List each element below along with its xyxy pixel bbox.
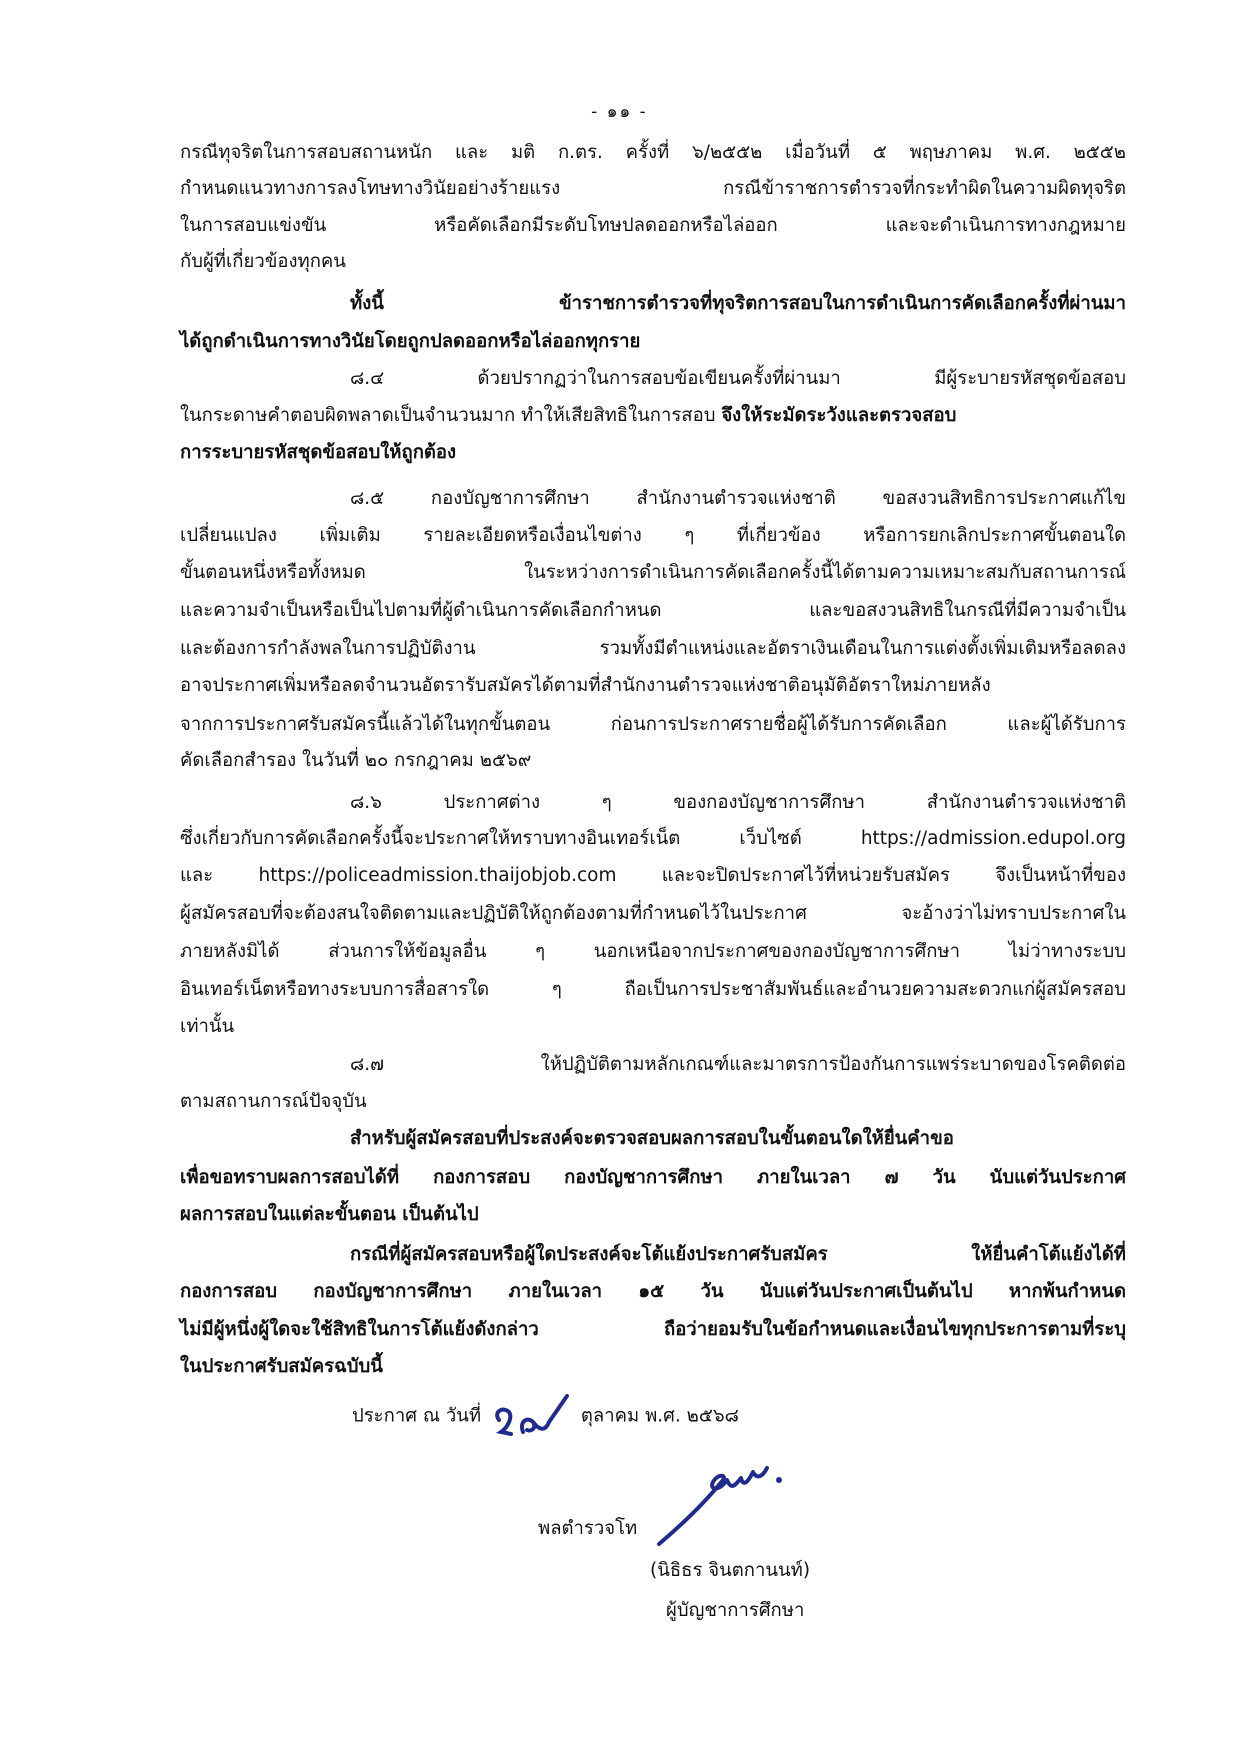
section-8-5-line: และความจำเป็นหรือเป็นไปตามที่ผู้ดำเนินการคัดเลือกกำหนด และขอสงวนสิทธิในกรณีที่มีความจำเป็น [180,600,1126,621]
section-8-5-line: ขั้นตอนหนึ่งหรือทั้งหมด ในระหว่างการดำเนินการคัดเลือกครั้งนี้ได้ตามความเหมาะสมกับสถานการณ์ [180,562,1126,583]
paragraph-line: กับผู้ที่เกี่ยวข้องทุกคน [180,251,346,272]
bold-paragraph-line: ทั้งนี้ ข้าราชการตำรวจที่ทุจริตการสอบในการดำเนินการคัดเลือกครั้งที่ผ่านมา [350,293,1126,314]
section-8-7-line: ตามสถานการณ์ปัจจุบัน [180,1091,367,1112]
result-check-line: ผลการสอบในแต่ละขั้นตอน เป็นต้นไป [180,1204,479,1225]
bold-paragraph-line: ได้ถูกดำเนินการทางวินัยโดยถูกปลดออกหรือไล่ออกทุกราย [180,331,641,352]
section-8-4-text: ในกระดาษคำตอบผิดพลาดเป็นจำนวนมาก ทำให้เสียสิทธิในการสอบ [180,405,722,426]
signer-position: ผู้บัญชาการศึกษา [666,1600,805,1621]
result-check-line: เพื่อขอทราบผลการสอบได้ที่ กองการสอบ กองบัญชาการศึกษา ภายในเวลา ๗ วัน นับแต่วันประกาศ [180,1167,1126,1188]
section-8-5-line: ๘.๕ กองบัญชาการศึกษา สำนักงานตำรวจแห่งชาติ ขอสงวนสิทธิการประกาศแก้ไข [350,488,1126,509]
section-8-5-line: จากการประกาศรับสมัครนี้แล้วได้ในทุกขั้นตอน ก่อนการประกาศรายชื่อผู้ได้รับการคัดเลือก และผู้ได้รับการ [180,714,1126,735]
section-8-5-line: เปลี่ยนแปลง เพิ่มเติม รายละเอียดหรือเงื่อนไขต่าง ๆ ที่เกี่ยวข้อง หรือการยกเลิกประกาศขั้นตอนใด [180,525,1126,546]
section-8-6-line: ซึ่งเกี่ยวกับการคัดเลือกครั้งนี้จะประกาศให้ทราบทางอินเทอร์เน็ต เว็บไซต์ https://admission.edupol.org [180,828,1126,849]
announcement-date [352,1392,739,1440]
section-8-4-line: ๘.๔ ด้วยปรากฏว่าในการสอบข้อเขียนครั้งที่ผ่านมา มีผู้ระบายรหัสชุดข้อสอบ [350,368,1126,389]
handwritten-day [487,1392,575,1440]
paragraph-line: กรณีทุจริตในการสอบสถานหนัก และ มติ ก.ตร. ครั้งที่ ๖/๒๕๕๒ เมื่อวันที่ ๕ พฤษภาคม พ.ศ. ๒๕๕๒ [180,142,1126,163]
handwritten-signature [655,1440,795,1550]
signer-rank: พลตำรวจโท [538,1518,638,1539]
section-8-4-emphasis: จึงให้ระมัดระวังและตรวจสอบ [721,405,957,426]
signer-name: (นิธิธร จินตกานนท์) [650,1560,811,1581]
date-prefix: ประกาศ ณ วันที่ [352,1405,482,1427]
section-8-6-line: ๘.๖ ประกาศต่าง ๆ ของกองบัญชาการศึกษา สำนักงานตำรวจแห่งชาติ [350,792,1126,813]
objection-line: ไม่มีผู้หนึ่งผู้ใดจะใช้สิทธิในการโต้แย้งดังกล่าว ถือว่ายอมรับในข้อกำหนดและเงื่อนไขทุกประการตามที่ระบุ [180,1319,1126,1340]
section-8-6-line: ผู้สมัครสอบที่จะต้องสนใจติดตามและปฏิบัติให้ถูกต้องตามที่กำหนดไว้ในประกาศ จะอ้างว่าไม่ทราบประกาศใน [180,903,1126,924]
date-suffix: ตุลาคม พ.ศ. ๒๕๖๘ [580,1405,739,1427]
page-number: - ๑๑ - [591,102,648,122]
objection-line: กรณีที่ผู้สมัครสอบหรือผู้ใดประสงค์จะโต้แย้งประกาศรับสมัคร ให้ยื่นคำโต้แย้งได้ที่ [350,1244,1126,1265]
paragraph-line: ในการสอบแข่งขัน หรือคัดเลือกมีระดับโทษปลดออกหรือไล่ออก และจะดำเนินการทางกฎหมาย [180,215,1126,236]
result-check-line: สำหรับผู้สมัครสอบที่ประสงค์จะตรวจสอบผลการสอบในขั้นตอนใดให้ยื่นคำขอ [350,1128,954,1149]
section-8-6-line: เท่านั้น [180,1016,235,1037]
section-8-7-line: ๘.๗ ให้ปฏิบัติตามหลักเกณฑ์และมาตรการป้องกันการแพร่ระบาดของโรคติดต่อ [350,1054,1126,1075]
paragraph-line: กำหนดแนวทางการลงโทษทางวินัยอย่างร้ายแรง กรณีข้าราชการตำรวจที่กระทำผิดในความผิดทุจริต [180,178,1126,199]
section-8-4-emphasis-line: การระบายรหัสชุดข้อสอบให้ถูกต้อง [180,442,457,463]
section-8-6-line: และ https://policeadmission.thaijobjob.com และจะปิดประกาศไว้ที่หน่วยรับสมัคร จึงเป็นหน้าที่ของ [180,865,1126,886]
section-8-6-line: ภายหลังมิได้ ส่วนการให้ข้อมูลอื่น ๆ นอกเหนือจากประกาศของกองบัญชาการศึกษา ไม่ว่าทางระบบ [180,941,1126,962]
section-8-5-line: อาจประกาศเพิ่มหรือลดจำนวนอัตรารับสมัครได้ตามที่สำนักงานตำรวจแห่งชาติอนุมัติอัตราใหม่ภายหลัง [180,675,991,696]
section-8-5-line: คัดเลือกสำรอง ในวันที่ ๒๐ กรกฎาคม ๒๕๖๙ [180,750,532,771]
section-8-5-line: และต้องการกำลังพลในการปฏิบัติงาน รวมทั้งมีตำแหน่งและอัตราเงินเดือนในการแต่งตั้งเพิ่มเติมหรือลดลง [180,638,1126,659]
section-8-4-line [180,401,1126,431]
objection-line: กองการสอบ กองบัญชาการศึกษา ภายในเวลา ๑๕ วัน นับแต่วันประกาศเป็นต้นไป หากพ้นกำหนด [180,1281,1126,1302]
objection-line: ในประกาศรับสมัครฉบับนี้ [180,1356,383,1377]
section-8-6-line: อินเทอร์เน็ตหรือทางระบบการสื่อสารใด ๆ ถือเป็นการประชาสัมพันธ์และอำนวยความสะดวกแก่ผู้สมัครสอบ [180,979,1126,1000]
